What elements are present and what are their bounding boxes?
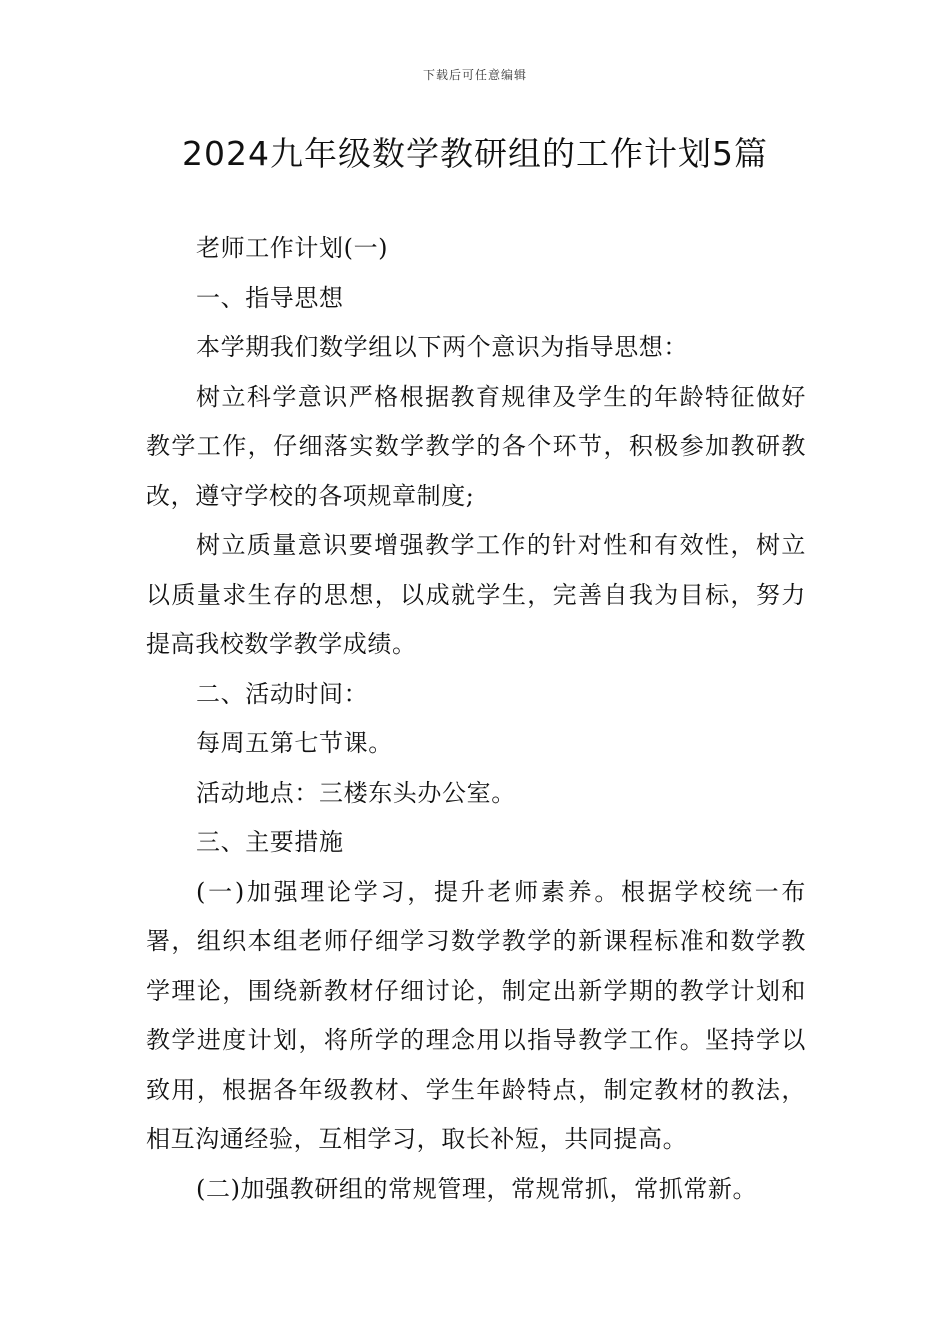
section-heading-main-measures: 三、主要措施 <box>196 828 344 856</box>
header-note: 下载后可任意编辑 <box>422 68 527 82</box>
paragraph: (二)加强教研组的常规管理，常规常抓，常抓常新。 <box>196 1174 758 1203</box>
paragraph: 每周五第七节课。 <box>196 729 393 757</box>
paragraph: 树立质量意识要增强教学工作的针对性和有效性，树立以质量求生存的思想，以成就学生，完善自我为目标，努力提高我校数学教学成绩。 <box>146 531 806 658</box>
document-body <box>146 224 806 1214</box>
document-title: 2024九年级数学教研组的工作计划5篇 <box>182 134 768 173</box>
paragraph: (一)加强理论学习，提升老师素养。根据学校统一布署，组织本组老师仔细学习数学教学的新课程标准和数学教学理论，围绕新教材仔细讨论，制定出新学期的教学计划和教学进度计划，将所学的理念用以指导教学工作。坚持学以致用，根据各年级教材、学生年龄特点，制定教材的教法，相互沟通经验，互相学习，取长补短，共同提高。 <box>146 877 806 1153</box>
section-heading-activity-time: 二、活动时间： <box>196 679 369 708</box>
paragraph: 活动地点：三楼东头办公室。 <box>196 778 516 807</box>
plan-heading: 老师工作计划(一) <box>196 234 389 262</box>
paragraph: 树立科学意识严格根据教育规律及学生的年龄特征做好教学工作，仔细落实数学教学的各个环节，积极参加教研教改，遵守学校的各项规章制度; <box>146 382 806 510</box>
paragraph: 本学期我们数学组以下两个意识为指导思想： <box>196 333 688 361</box>
section-heading-guiding-thought: 一、指导思想 <box>196 283 344 312</box>
